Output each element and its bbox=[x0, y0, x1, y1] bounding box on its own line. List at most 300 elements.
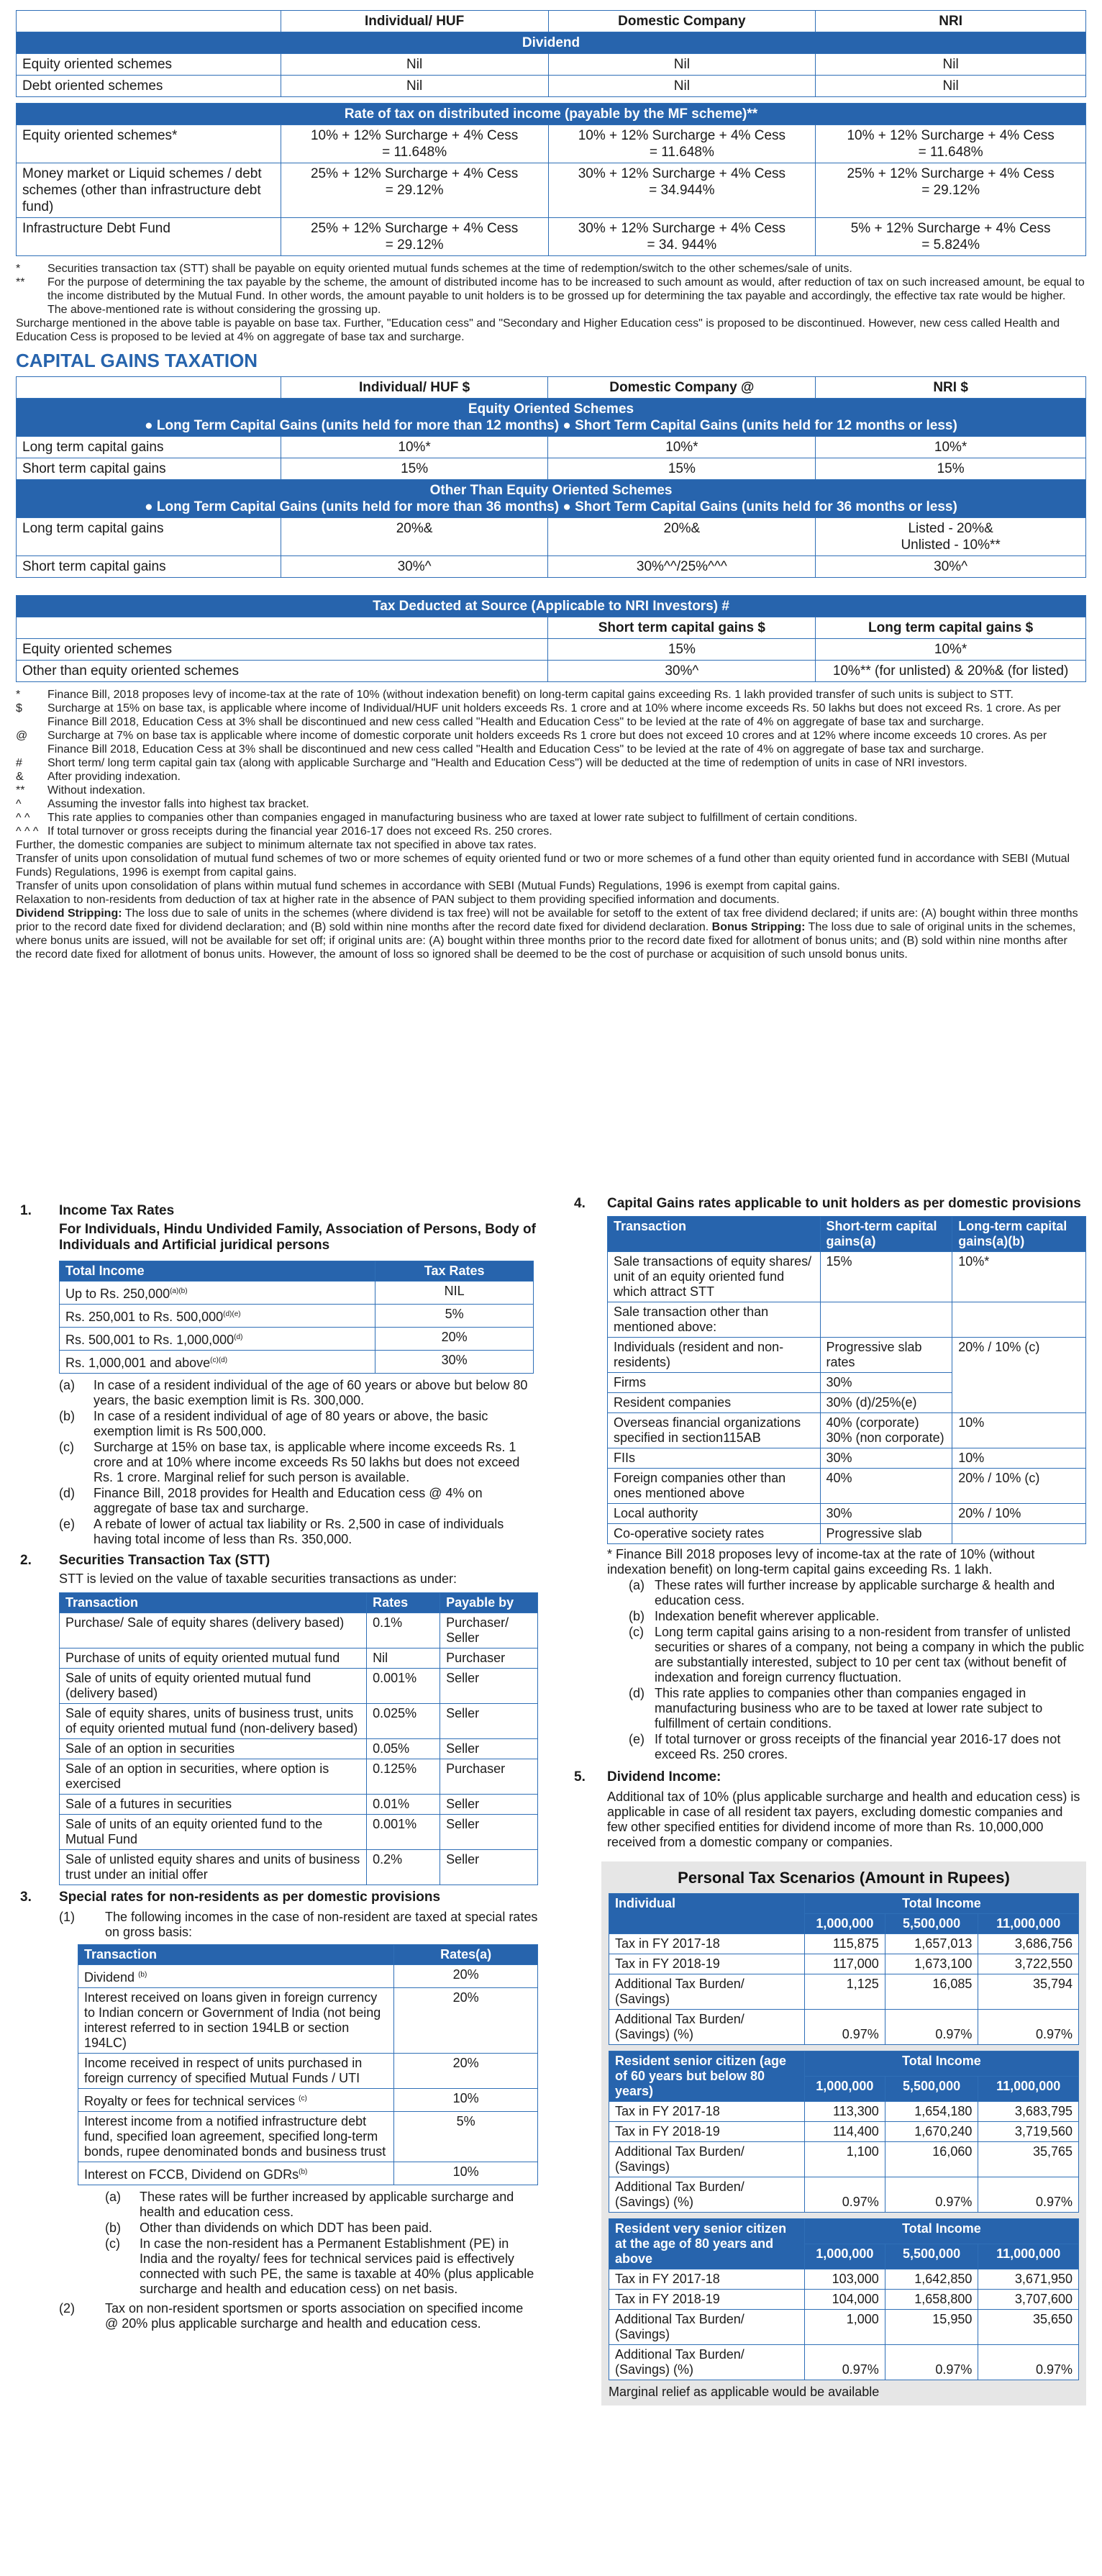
section-title: Dividend Income: bbox=[607, 1769, 721, 1784]
col-rates: Rates bbox=[367, 1593, 440, 1613]
cell: 35,650 bbox=[978, 2310, 1079, 2345]
footnote-symbol: ** bbox=[16, 784, 25, 797]
cell-line: 30% + 12% Surcharge + 4% Cess bbox=[578, 221, 786, 236]
footnote-symbol: ^ ^ bbox=[16, 812, 30, 824]
cell: 1,670,240 bbox=[885, 2122, 978, 2142]
cell: 113,300 bbox=[804, 2102, 885, 2122]
note-label: (b) bbox=[59, 1409, 75, 1423]
cell-line: = 5.824% bbox=[921, 237, 980, 253]
total-income-header: Total Income bbox=[804, 2219, 1078, 2244]
paragraph: Transfer of units upon consolidation of plans within mutual fund schemes in accordance with SEBI (Mutual Funds) Regulations, 1996 is exempt from capital gains. bbox=[16, 880, 840, 892]
cell: 15% bbox=[281, 458, 548, 480]
cell: Additional Tax Burden/ (Savings) bbox=[609, 2142, 805, 2177]
cell: 10%* bbox=[281, 437, 548, 458]
cell: Co-operative society rates bbox=[608, 1524, 821, 1544]
finance-bill-note: * Finance Bill 2018 proposes levy of income-tax at the rate of 10% (without indexation benefit) on long-term capital gains exceeding Rs. 1 lakh. bbox=[607, 1547, 1035, 1577]
cell-line: 25% + 12% Surcharge + 4% Cess bbox=[310, 221, 519, 236]
dividend-stripping-text: The loss due to sale of units in the schemes (where dividend is tax free) will not be available for setoff to the extent of tax free dividend declared; if units are: (A) bought within three months prior to the record date fixed for dividend declaration; and (B) sold within nine months after the record date fixed for dividend declaration. bbox=[16, 907, 1078, 933]
cell: 10% bbox=[952, 1413, 1086, 1448]
label: Dividend bbox=[84, 1970, 135, 1985]
section-number: 5. bbox=[574, 1769, 586, 1784]
note-text: Indexation benefit wherever applicable. bbox=[655, 1609, 880, 1623]
cell bbox=[816, 125, 1086, 163]
cell: Sale of units of equity oriented mutual fund (delivery based) bbox=[60, 1669, 367, 1704]
col-income: 1,000,000 bbox=[804, 2077, 885, 2102]
row-label bbox=[60, 1282, 375, 1305]
cell: 0.97% bbox=[804, 2010, 885, 2045]
stripping-paragraph bbox=[16, 907, 1086, 961]
cell: Sale transactions of equity shares/ unit of an equity oriented fund which attract STT bbox=[608, 1252, 821, 1302]
cell: 30% bbox=[820, 1373, 952, 1393]
footnote-text: For the purpose of determining the tax payable by the scheme, the amount of distributed income has to be increased to such amount as would, after reduction of tax on such increased amount, be equal to the income distributed by the Mutual Fund. In other words, the amount payable to unit holders is to be grossed up for determining the tax payable and accordingly, the effective tax rate would be higher. The above-mentioned rate is without considering the grossing up. bbox=[47, 276, 1085, 316]
cell: 10% bbox=[952, 1448, 1086, 1469]
dividend-income-text: Additional tax of 10% (plus applicable surcharge and health and education cess) is applicable in case of all resident tax payers, excluding domestic companies and few other specified entities for dividend income of more than Rs. 10,000,000 received from a domestic company or companies. bbox=[607, 1790, 1080, 1849]
cell: 104,000 bbox=[804, 2290, 885, 2310]
nonresident-rates-table bbox=[78, 1944, 538, 2185]
note-text: Long term capital gains arising to a non-resident from transfer of unlisted securities or shares of a company, not being a company in which the public are substantially interested, subject to 10 per cent tax (without benefit of indexation and foreign currency fluctuation. bbox=[655, 1625, 1084, 1684]
cell: 1,125 bbox=[804, 1974, 885, 2010]
col-income: 11,000,000 bbox=[978, 2244, 1079, 2269]
cell: Nil bbox=[367, 1648, 440, 1669]
cell: 16,060 bbox=[885, 2142, 978, 2177]
cell: 20% / 10% (c) bbox=[952, 1469, 1086, 1504]
scenario-table-very-senior bbox=[609, 2218, 1079, 2380]
cell: Nil bbox=[548, 76, 816, 97]
note-label: (a) bbox=[105, 2190, 121, 2204]
cell: Purchase of units of equity oriented mutual fund bbox=[60, 1648, 367, 1669]
capital-gains-footnotes bbox=[16, 688, 1086, 961]
cell: 5% bbox=[394, 2112, 538, 2162]
cell: Purchaser bbox=[440, 1648, 538, 1669]
footnote-text: Assuming the investor falls into highest tax bracket. bbox=[47, 798, 309, 810]
cell: 30%^^/25%^^^ bbox=[548, 556, 816, 578]
cell: 0.97% bbox=[804, 2345, 885, 2380]
cell bbox=[78, 2112, 394, 2162]
section-title: Special rates for non-residents as per domestic provisions bbox=[59, 1890, 441, 1905]
cell: Individuals (resident and non-residents) bbox=[608, 1338, 821, 1373]
cell: Tax in FY 2017-18 bbox=[609, 2269, 805, 2290]
col-income: 5,500,000 bbox=[885, 2244, 978, 2269]
cell bbox=[548, 218, 816, 256]
note-label: (a) bbox=[59, 1378, 75, 1392]
bonus-stripping-text: The loss due to sale of original units in the schemes, where bonus units are issued, will not be available for set off; if original units are: (A) bought within three months prior to the record date fixed for allotment of bonus units; and (B) sold within nine months after the record date fixed for allotment of bonus units. However, the amount of loss so ignored shall be deemed to be the cost of purchase or acquisition of such unsold bonus units. bbox=[16, 921, 1076, 961]
cell: 20% bbox=[394, 2054, 538, 2089]
cell: 20%& bbox=[548, 518, 816, 556]
para-label: (1) bbox=[59, 1910, 75, 1924]
cell: 40% (corporate) 30% (non corporate) bbox=[820, 1413, 952, 1448]
marginal-relief-note: Marginal relief as applicable would be available bbox=[609, 2385, 880, 2399]
note-label: (d) bbox=[629, 1686, 645, 1700]
cell: Sale of an option in securities, where option is exercised bbox=[60, 1759, 367, 1795]
section-number: 2. bbox=[20, 1553, 32, 1568]
cell: Seller bbox=[440, 1704, 538, 1739]
scenarios-title: Personal Tax Scenarios (Amount in Rupees) bbox=[678, 1869, 1010, 1887]
scenario-head: Resident senior citizen (age of 60 years but below 80 years) bbox=[609, 2051, 805, 2102]
section-number: 1. bbox=[20, 1203, 32, 1218]
footnote-text: This rate applies to companies other than companies engaged in manufacturing business who are taxed at lower rate subject to fulfillment of certain conditions. bbox=[47, 812, 857, 824]
col-tax-rates: Tax Rates bbox=[375, 1261, 534, 1282]
cell: Nil bbox=[281, 76, 548, 97]
col-rates: Rates(a) bbox=[394, 1945, 538, 1965]
cell: 0.2% bbox=[367, 1850, 440, 1885]
cell: 0.025% bbox=[367, 1704, 440, 1739]
label: Interest on FCCB, Dividend on GDRs bbox=[84, 2167, 299, 2182]
footnote-symbol: & bbox=[16, 771, 24, 783]
label: Rs. 500,001 to Rs. 1,000,000 bbox=[65, 1333, 234, 1347]
cell-line: = 34. 944% bbox=[647, 237, 717, 253]
cell: 0.97% bbox=[885, 2177, 978, 2213]
cell bbox=[78, 2162, 394, 2185]
cell: Purchaser/ Seller bbox=[440, 1613, 538, 1648]
label: Interest income from a notified infrastructure debt fund, specified loan agreement, specified long-term bonds, rupee denominated bonds and business trust bbox=[84, 2114, 386, 2159]
row-label: Infrastructure Debt Fund bbox=[17, 218, 281, 256]
note-text: These rates will further increase by applicable surcharge & health and education cess. bbox=[655, 1578, 1055, 1607]
cell: 10%* bbox=[816, 639, 1086, 661]
scenario-table-individual bbox=[609, 1893, 1079, 2045]
cell bbox=[816, 163, 1086, 218]
footnote-symbol: * bbox=[16, 689, 21, 701]
note-text: These rates will be further increased by applicable surcharge and health and education cess. bbox=[140, 2190, 514, 2219]
cell: Firms bbox=[608, 1373, 821, 1393]
cell: 20% / 10% (c) bbox=[952, 1338, 1086, 1413]
note-text: A rebate of lower of actual tax liability or Rs. 2,500 in case of individuals having total income of less than Rs. 350,000. bbox=[94, 1517, 504, 1546]
col-individual-huf: Individual/ HUF bbox=[281, 11, 548, 32]
note-text: Finance Bill, 2018 provides for Health and Education cess @ 4% on aggregate of base tax and surcharge. bbox=[94, 1486, 483, 1515]
note-text: This rate applies to companies other than companies engaged in manufacturing business who are to be taxed at lower rate subject to fulfillment of certain conditions. bbox=[655, 1686, 1043, 1731]
cell: Overseas financial organizations specified in section115AB bbox=[608, 1413, 821, 1448]
cell: Resident companies bbox=[608, 1393, 821, 1413]
cell: 0.1% bbox=[367, 1613, 440, 1648]
cell: Additional Tax Burden/ (Savings) (%) bbox=[609, 2010, 805, 2045]
cell-line: 10% + 12% Surcharge + 4% Cess bbox=[847, 128, 1055, 143]
cell: 0.125% bbox=[367, 1759, 440, 1795]
cell: 10%* bbox=[816, 437, 1086, 458]
para-text: Tax on non-resident sportsmen or sports association on specified income @ 20% plus applicable surcharge and health and education cess. bbox=[105, 2301, 524, 2331]
label: Rs. 250,001 to Rs. 500,000 bbox=[65, 1310, 224, 1324]
cell-line: = 29.12% bbox=[921, 183, 980, 198]
note-text: Surcharge at 15% on base tax, is applicable where income exceeds Rs. 1 crore and at 10% where income exceeds Rs 50 lakhs but does not exceed Rs. 1 crore. Marginal relief for such person is available. bbox=[94, 1440, 520, 1484]
tds-header: Tax Deducted at Source (Applicable to NRI Investors) # bbox=[17, 596, 1086, 617]
cell bbox=[548, 163, 816, 218]
cell-line: = 34.944% bbox=[649, 183, 715, 198]
cell: 30%^ bbox=[281, 556, 548, 578]
cell: 20% bbox=[375, 1328, 534, 1351]
col-income: 11,000,000 bbox=[978, 2077, 1079, 2102]
label: Royalty or fees for technical services bbox=[84, 2094, 296, 2108]
cell: Seller bbox=[440, 1739, 538, 1759]
col-nri: NRI $ bbox=[816, 377, 1086, 399]
cell: 3,671,950 bbox=[978, 2269, 1079, 2290]
cell: Additional Tax Burden/ (Savings) (%) bbox=[609, 2345, 805, 2380]
section-subtitle: STT is levied on the value of taxable securities transactions as under: bbox=[59, 1572, 457, 1586]
cell: Sale of equity shares, units of business trust, units of equity oriented mutual fund (non-delivery based) bbox=[60, 1704, 367, 1739]
cell: Seller bbox=[440, 1850, 538, 1885]
page bbox=[16, 10, 1086, 961]
scenario-head: Resident very senior citizen at the age of 80 years and above bbox=[609, 2219, 805, 2269]
cell bbox=[78, 2054, 394, 2089]
paragraph: Transfer of units upon consolidation of mutual fund schemes of two or more schemes of equity oriented fund or two or more schemes of a fund other than equity oriented fund in accordance with SEBI (Mutual Funds) Regulations, 1996 is exempt from capital gains. bbox=[16, 853, 1070, 879]
cell: Progressive slab rates bbox=[820, 1338, 952, 1373]
section-4-heading bbox=[574, 1196, 1086, 1212]
sup: (b) bbox=[138, 1971, 147, 1979]
sup: (d)(e) bbox=[223, 1310, 241, 1318]
footnote-text: Surcharge at 7% on base tax is applicable where income of domestic corporate unit holders exceeds Rs 1 crore but does not exceed 10 crores and at 12% where income exceeds 10 crores. As per Finance Bill 2018, Education Cess at 3% shall be discontinued and new cess called "Health and Education Cess" to be levied at the rate of 4% on aggregate of base tax and surcharge. bbox=[47, 730, 1047, 756]
cell: 0.001% bbox=[367, 1815, 440, 1850]
section-number: 4. bbox=[574, 1196, 586, 1211]
cell: 20% bbox=[394, 1965, 538, 1988]
row-label: Debt oriented schemes bbox=[17, 76, 281, 97]
cell-line: = 11.648% bbox=[382, 145, 447, 160]
para-label: (2) bbox=[59, 2301, 75, 2316]
total-income-header: Total Income bbox=[804, 2051, 1078, 2077]
col-domestic-company: Domestic Company @ bbox=[548, 377, 816, 399]
cell: Seller bbox=[440, 1669, 538, 1704]
row-label: Equity oriented schemes bbox=[17, 54, 281, 76]
section-title: Capital Gains rates applicable to unit holders as per domestic provisions bbox=[607, 1196, 1081, 1211]
cell-line: 30% + 12% Surcharge + 4% Cess bbox=[578, 166, 786, 181]
cell: Nil bbox=[281, 54, 548, 76]
col-individual-huf: Individual/ HUF $ bbox=[281, 377, 548, 399]
cell bbox=[281, 218, 548, 256]
col-transaction: Transaction bbox=[78, 1945, 394, 1965]
total-income-header: Total Income bbox=[804, 1894, 1078, 1914]
cell: 20% bbox=[394, 1988, 538, 2054]
cell-line: 25% + 12% Surcharge + 4% Cess bbox=[847, 166, 1055, 181]
cell: 0.97% bbox=[885, 2345, 978, 2380]
paragraph: Further, the domestic companies are subject to minimum alternate tax not specified in above tax rates. bbox=[16, 839, 537, 851]
note-label: (b) bbox=[105, 2221, 121, 2235]
cell: 10% bbox=[394, 2089, 538, 2112]
cell: Seller bbox=[440, 1795, 538, 1815]
capital-gains-table bbox=[16, 376, 1086, 578]
dividend-stripping-label: Dividend Stripping: bbox=[16, 907, 122, 920]
col-income: 5,500,000 bbox=[885, 1914, 978, 1934]
col-income: 5,500,000 bbox=[885, 2077, 978, 2102]
section-2-heading bbox=[20, 1553, 538, 1569]
cell: 20%& bbox=[281, 518, 548, 556]
header-line: Equity Oriented Schemes bbox=[468, 402, 634, 417]
cell: Additional Tax Burden/ (Savings) bbox=[609, 1974, 805, 2010]
cell: 10%* bbox=[952, 1252, 1086, 1302]
sup: (d) bbox=[234, 1333, 243, 1341]
tax-scenarios-box bbox=[601, 1861, 1086, 2405]
note-text: In case of a resident individual of the age of 60 years or above but below 80 years, the basic exemption limit is Rs. 300,000. bbox=[94, 1378, 528, 1407]
cell-line: 10% + 12% Surcharge + 4% Cess bbox=[310, 128, 519, 143]
cell: Tax in FY 2017-18 bbox=[609, 1934, 805, 1954]
header-line: ● Long Term Capital Gains (units held for more than 36 months) ● Short Term Capital Gains (units held for 36 months or less) bbox=[145, 499, 957, 514]
cell bbox=[816, 218, 1086, 256]
cell bbox=[78, 1988, 394, 2054]
note-text: In case the non-resident has a Permanent Establishment (PE) in India and the royalty/ fees for technical services paid is effectively connected with such PE, the same is taxable at 40% (plus applicable surcharge and health and education cess) on net basis. bbox=[140, 2236, 534, 2296]
label: Income received in respect of units purchased in foreign currency of specified Mutual Funds / UTI bbox=[84, 2056, 363, 2085]
footnote-symbol: ^ bbox=[16, 798, 22, 810]
cell: 30%^ bbox=[816, 556, 1086, 578]
footnote-symbol: # bbox=[16, 757, 22, 769]
cell: Seller bbox=[440, 1815, 538, 1850]
cell: 0.97% bbox=[804, 2177, 885, 2213]
cell: 103,000 bbox=[804, 2269, 885, 2290]
note-text: If total turnover or gross receipts of the financial year 2016-17 does not exceed Rs. 250 crores. bbox=[655, 1732, 1061, 1761]
col-income: 1,000,000 bbox=[804, 2244, 885, 2269]
s3-para-1 bbox=[59, 1910, 538, 1940]
cell-line: = 29.12% bbox=[385, 183, 444, 198]
cell: 1,654,180 bbox=[885, 2102, 978, 2122]
para-text: The following incomes in the case of non-resident are taxed at special rates on gross basis: bbox=[105, 1910, 538, 1939]
cell: 15,950 bbox=[885, 2310, 978, 2345]
cell: 35,794 bbox=[978, 1974, 1079, 2010]
right-column bbox=[574, 1196, 1086, 2405]
cell: 3,686,756 bbox=[978, 1934, 1079, 1954]
col-long-term: Long-term capital gains(a)(b) bbox=[952, 1217, 1086, 1252]
cell: Sale transaction other than mentioned above: bbox=[608, 1302, 821, 1338]
cell: Purchase/ Sale of equity shares (delivery based) bbox=[60, 1613, 367, 1648]
cell bbox=[548, 125, 816, 163]
row-label: Short term capital gains bbox=[17, 556, 281, 578]
footnote-symbol: ^ ^ ^ bbox=[16, 825, 39, 838]
cell bbox=[78, 2089, 394, 2112]
cell: 117,000 bbox=[804, 1954, 885, 1974]
cell-line: 25% + 12% Surcharge + 4% Cess bbox=[310, 166, 519, 181]
cell bbox=[281, 163, 548, 218]
cell: 30% bbox=[820, 1504, 952, 1524]
sup: (c)(d) bbox=[210, 1356, 228, 1364]
footnote-text: Securities transaction tax (STT) shall be payable on equity oriented mutual funds schemes at the time of redemption/switch to the other schemes/sale of units. bbox=[47, 263, 852, 275]
bonus-stripping-label: Bonus Stripping: bbox=[711, 921, 806, 933]
cell: NIL bbox=[375, 1282, 534, 1305]
cell bbox=[281, 125, 548, 163]
cell: 15% bbox=[820, 1252, 952, 1302]
label: Up to Rs. 250,000 bbox=[65, 1287, 170, 1301]
s3-para-2 bbox=[59, 2301, 538, 2331]
cell: 3,683,795 bbox=[978, 2102, 1079, 2122]
header-line: Other Than Equity Oriented Schemes bbox=[429, 483, 673, 498]
section-5-heading bbox=[574, 1769, 1086, 1785]
other-schemes-header bbox=[17, 480, 1086, 518]
cell: 1,673,100 bbox=[885, 1954, 978, 1974]
col-short-term: Short term capital gains $ bbox=[548, 617, 816, 639]
cell: Sale of a futures in securities bbox=[60, 1795, 367, 1815]
section-number: 3. bbox=[20, 1890, 32, 1905]
footnote-text: If total turnover or gross receipts during the financial year 2016-17 does not exceed Rs. 250 crores. bbox=[47, 825, 552, 838]
note-label: (e) bbox=[629, 1732, 645, 1746]
cell: 0.97% bbox=[978, 2010, 1079, 2045]
cell: 1,100 bbox=[804, 2142, 885, 2177]
cell: 0.97% bbox=[978, 2177, 1079, 2213]
cell: 3,722,550 bbox=[978, 1954, 1079, 1974]
col-transaction: Transaction bbox=[608, 1217, 821, 1252]
row-label bbox=[60, 1351, 375, 1374]
cell: 35,765 bbox=[978, 2142, 1079, 2177]
footnote-symbol: * bbox=[16, 263, 21, 275]
cell: Tax in FY 2018-19 bbox=[609, 1954, 805, 1974]
cell: 0.01% bbox=[367, 1795, 440, 1815]
col-payable-by: Payable by bbox=[440, 1593, 538, 1613]
dividend-tax-table bbox=[16, 10, 1086, 256]
footnote-text: Without indexation. bbox=[47, 784, 146, 797]
left-column bbox=[20, 1203, 538, 2332]
cell: 3,719,560 bbox=[978, 2122, 1079, 2142]
cell: 30%^ bbox=[548, 661, 816, 682]
note-label: (c) bbox=[629, 1625, 644, 1639]
sup: (b) bbox=[299, 2168, 308, 2176]
cell: 16,085 bbox=[885, 1974, 978, 2010]
col-total-income: Total Income bbox=[60, 1261, 375, 1282]
cell: 15% bbox=[548, 639, 816, 661]
note-label: (a) bbox=[629, 1578, 645, 1592]
cell: Additional Tax Burden/ (Savings) bbox=[609, 2310, 805, 2345]
cell: 0.05% bbox=[367, 1739, 440, 1759]
section-title: Income Tax Rates bbox=[59, 1203, 175, 1218]
dividend-footnotes bbox=[16, 262, 1086, 344]
cell: 15% bbox=[816, 458, 1086, 480]
header-line: ● Long Term Capital Gains (units held for more than 12 months) ● Short Term Capital Gains (units held for 12 months or less) bbox=[145, 418, 957, 433]
cell: Nil bbox=[548, 54, 816, 76]
sup: (a)(b) bbox=[170, 1287, 188, 1295]
col-transaction: Transaction bbox=[60, 1593, 367, 1613]
cell: Tax in FY 2018-19 bbox=[609, 2122, 805, 2142]
cell: Additional Tax Burden/ (Savings) (%) bbox=[609, 2177, 805, 2213]
footnote-text: After providing indexation. bbox=[47, 771, 181, 783]
cell: Foreign companies other than ones mentioned above bbox=[608, 1469, 821, 1504]
section-3-heading bbox=[20, 1890, 538, 1905]
equity-schemes-header bbox=[17, 399, 1086, 437]
cell-line: = 11.648% bbox=[649, 145, 714, 160]
cell: 30% bbox=[820, 1448, 952, 1469]
row-label: Long term capital gains bbox=[17, 518, 281, 556]
cell: 1,657,013 bbox=[885, 1934, 978, 1954]
cell: FIIs bbox=[608, 1448, 821, 1469]
label: Rs. 1,000,001 and above bbox=[65, 1356, 211, 1370]
cell: 40% bbox=[820, 1469, 952, 1504]
dividend-header: Dividend bbox=[17, 32, 1086, 54]
section-subtitle: For Individuals, Hindu Undivided Family, Association of Persons, Body of Individuals and Artificial juridical persons bbox=[59, 1222, 536, 1253]
note-label: (d) bbox=[59, 1486, 75, 1500]
row-label: Money market or Liquid schemes / debt schemes (other than infrastructure debt fund) bbox=[17, 163, 281, 218]
cell: 30% (d)/25%(e) bbox=[820, 1393, 952, 1413]
cell: 0.001% bbox=[367, 1669, 440, 1704]
cell: 1,658,800 bbox=[885, 2290, 978, 2310]
cell-line: = 11.648% bbox=[918, 145, 983, 160]
cell: Sale of units of an equity oriented fund to the Mutual Fund bbox=[60, 1815, 367, 1850]
footnote-text: Finance Bill, 2018 proposes levy of income-tax at the rate of 10% (without indexation benefit) on long-term capital gains exceeding Rs. 1 lakh provided transfer of such units is subject to STT. bbox=[47, 689, 1014, 701]
cell: 15% bbox=[548, 458, 816, 480]
note-text: Other than dividends on which DDT has been paid. bbox=[140, 2221, 432, 2235]
cell: 0.97% bbox=[885, 2010, 978, 2045]
row-label: Equity oriented schemes* bbox=[17, 125, 281, 163]
cell: 114,400 bbox=[804, 2122, 885, 2142]
col-income: 1,000,000 bbox=[804, 1914, 885, 1934]
cell: Progressive slab bbox=[820, 1524, 952, 1544]
cell: 10%* bbox=[548, 437, 816, 458]
surcharge-note: Surcharge mentioned in the above table is payable on base tax. Further, "Education cess" and "Secondary and Higher Education cess" is proposed to be discontinued. However, new cess called Health and Education Cess is proposed to be levied at 4% on aggregate of base tax and surcharge. bbox=[16, 317, 1060, 343]
capital-gains-title: CAPITAL GAINS TAXATION bbox=[16, 350, 258, 371]
col-long-term: Long term capital gains $ bbox=[816, 617, 1086, 639]
row-label: Long term capital gains bbox=[17, 437, 281, 458]
cell: Sale of unlisted equity shares and units of business trust under an initial offer bbox=[60, 1850, 367, 1885]
stt-table bbox=[59, 1592, 538, 1885]
footnote-text: Surcharge at 15% on base tax, is applicable where income of Individual/HUF unit holders exceeds Rs. 1 crore and at 10% where income exceeds Rs. 50 lakhs but does not exceed Rs. 1 crore. As per Finance Bill 2018, Education Cess at 3% shall be discontinued and new cess called "Health and Education Cess" to be levied at the rate of 4% on aggregate of base tax and surcharge. bbox=[47, 702, 1061, 728]
income-tax-notes bbox=[59, 1378, 538, 1547]
cell: 0.97% bbox=[978, 2345, 1079, 2380]
cell: 10%** (for unlisted) & 20%& (for listed) bbox=[816, 661, 1086, 682]
cell-line: 5% + 12% Surcharge + 4% Cess bbox=[850, 221, 1051, 236]
col-income: 11,000,000 bbox=[978, 1914, 1079, 1934]
section-1-heading bbox=[20, 1203, 538, 1219]
cell: Listed - 20%& Unlisted - 10%** bbox=[816, 518, 1086, 556]
footnote-text: Short term/ long term capital gain tax (along with applicable Surcharge and "Health and Education Cess") will be deducted at the time of redemption of units in case of NRI investors. bbox=[47, 757, 967, 769]
col-short-term: Short-term capital gains(a) bbox=[820, 1217, 952, 1252]
cell: Tax in FY 2018-19 bbox=[609, 2290, 805, 2310]
